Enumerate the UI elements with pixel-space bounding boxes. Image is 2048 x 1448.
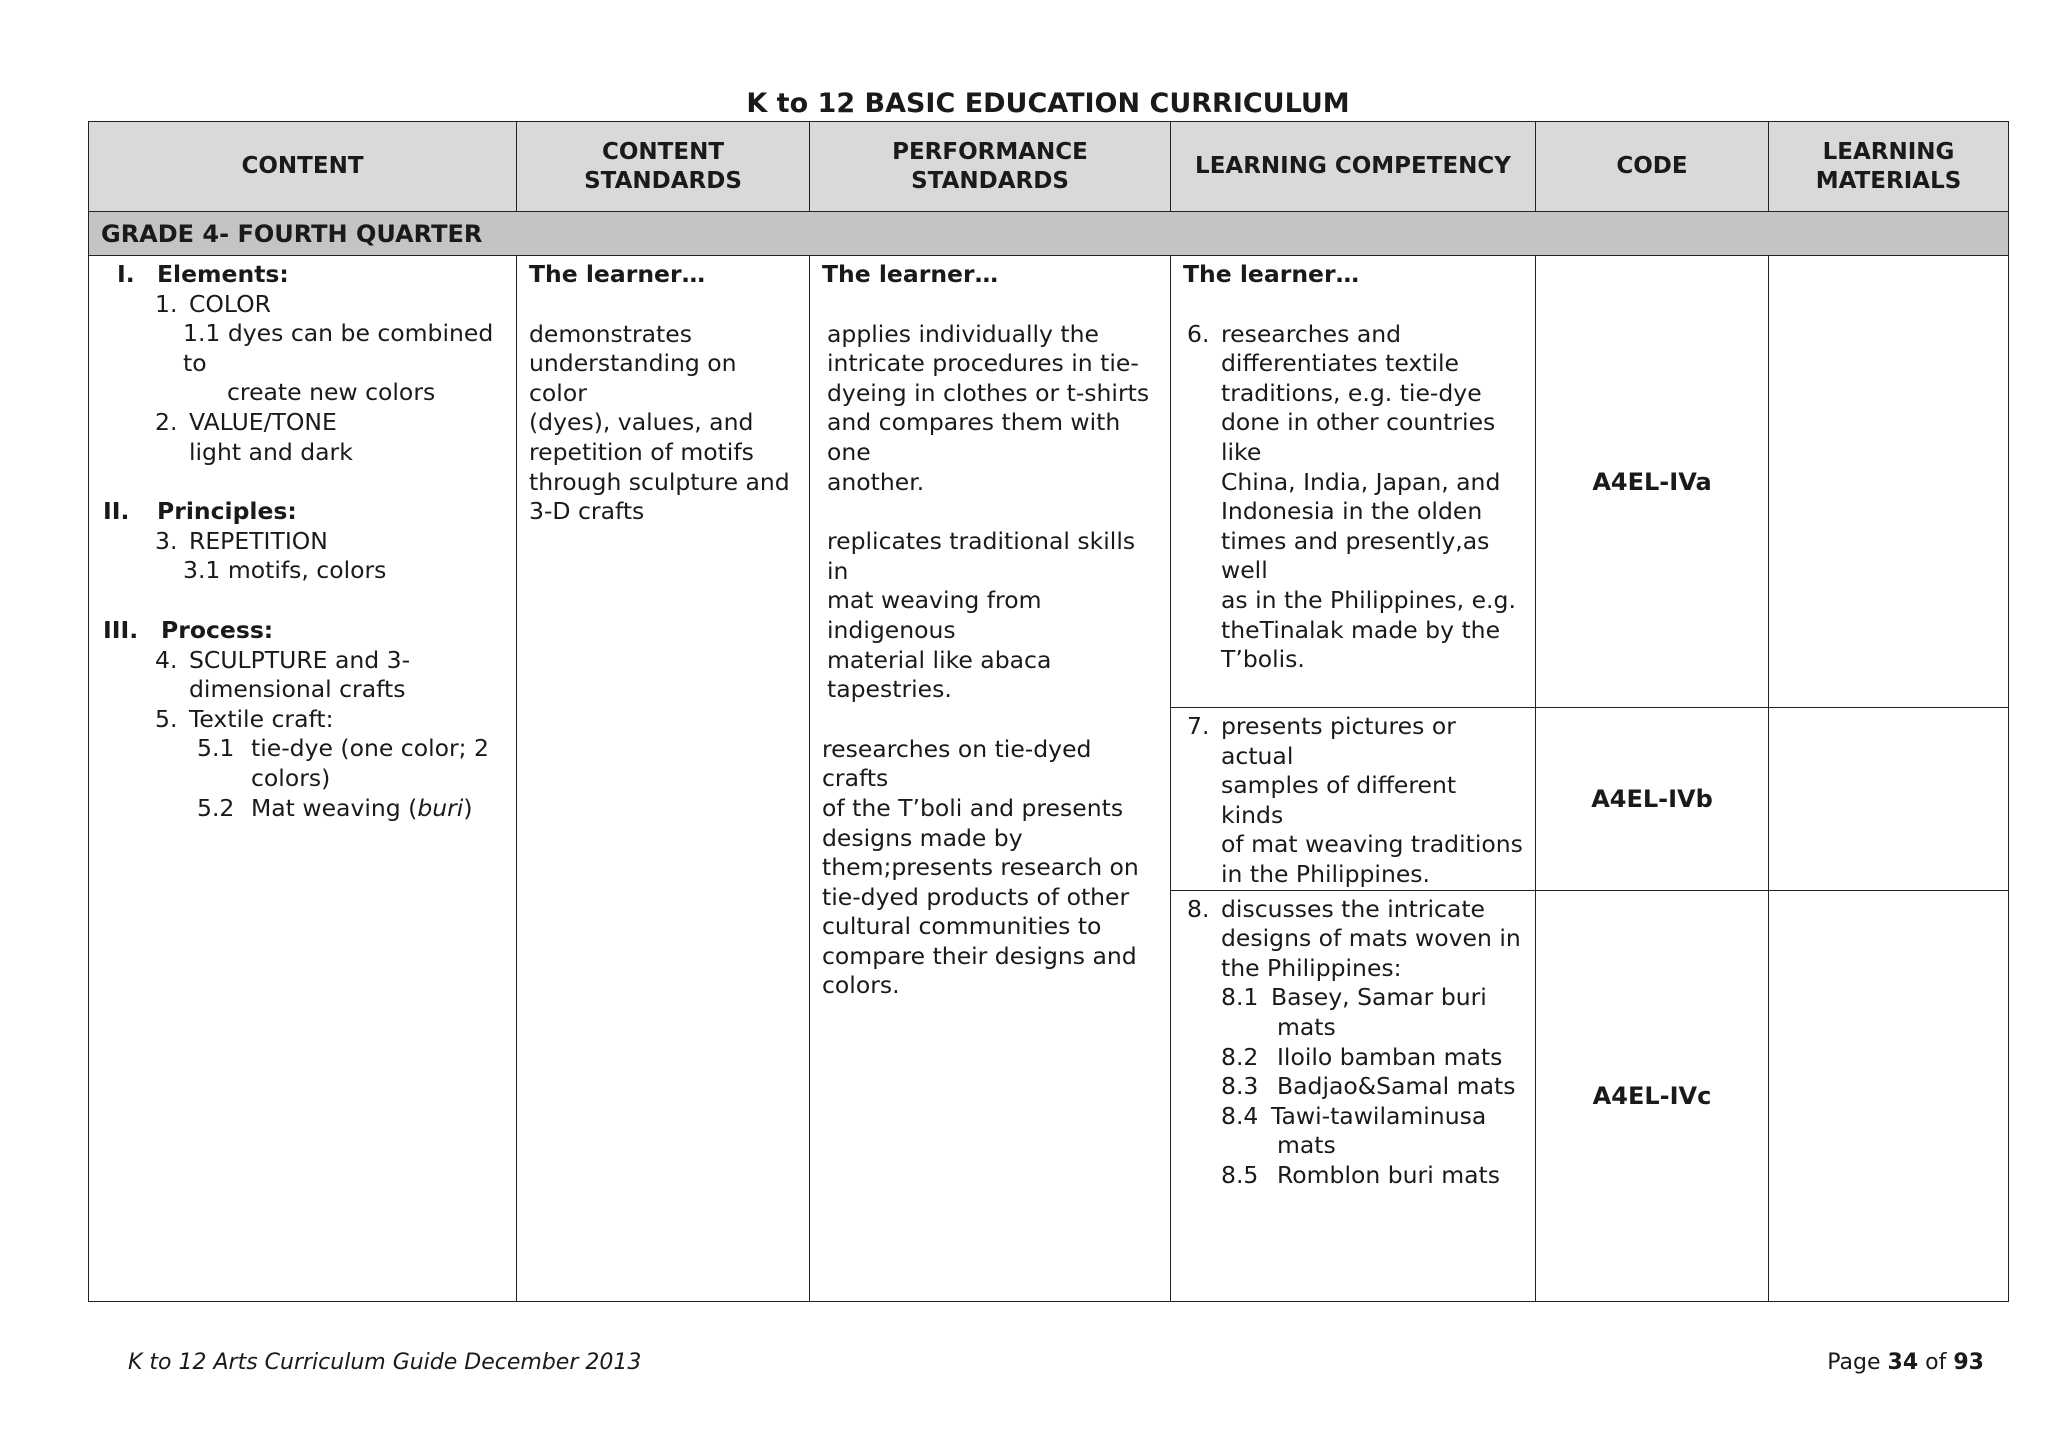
competency-6: 6. researches and differentiates textile traditions, e.g. tie-dye done in other countries like China, India, Japan, and Indonesia in the olden times and presently,as well as in the Philippines, e.g. theTinalak made by the T’bolis.	[1187, 319, 1516, 674]
content-standards-line: (dyes), values, and	[529, 408, 754, 437]
code-c8: A4EL-IVc	[1536, 890, 1769, 1301]
content-cell	[89, 256, 517, 1302]
content-light-dark: light and dark	[189, 437, 353, 466]
competency-7: 7. presents pictures or actual samples of different kinds of mat weaving traditions in the Philippines.	[1187, 712, 1523, 888]
competency-8-cell	[1171, 890, 1536, 1301]
content-principles: II. Principles:	[103, 497, 297, 526]
footer-page-number: Page 34 of 93	[1827, 1350, 1984, 1375]
performance-standard-3: researches on tie-dyed crafts of the T’boli and presents designs made by them;presents research on tie-dyed products of other cultural communities to compare their designs and colors.	[822, 734, 1139, 1000]
code-c7: A4EL-IVb	[1536, 708, 1769, 891]
performance-standards-cell	[810, 256, 1171, 1302]
header-content: CONTENT	[89, 122, 517, 212]
competency-8-3: 8.3 Badjao&Samal mats	[1221, 1072, 1516, 1101]
header-learning-materials: LEARNING MATERIALS	[1769, 122, 2009, 212]
header-row	[89, 122, 2009, 212]
content-sculpture-cont: dimensional crafts	[189, 675, 406, 704]
content-elements: I. Elements:	[117, 260, 289, 288]
competency-intro: The learner…	[1183, 260, 1360, 288]
content-mat-weaving: 5.2 Mat weaving (buri)	[197, 793, 473, 822]
header-code: CODE	[1536, 122, 1769, 212]
header-performance-standards: PERFORMANCE STANDARDS	[810, 122, 1171, 212]
table-row	[89, 256, 2009, 708]
content-standards-cell	[517, 256, 810, 1302]
content-standards-line: through sculpture and	[529, 467, 790, 496]
content-process: III. Process:	[103, 615, 274, 644]
competency-8-2: 8.2 Iloilo bamban mats	[1221, 1042, 1503, 1071]
competency-8: 8. discusses the intricate designs of mats woven in the Philippines: 8.1 Basey, Samar buri mats 8.2 Iloilo bamban mats 8.3 Badjao&Samal mats 8.4 Tawi-tawilaminusa mats 8.5 Romblon buri mats	[1183, 895, 1525, 1191]
content-dyes-cont: create new colors	[227, 378, 436, 407]
curriculum-table	[88, 121, 2009, 1302]
content-standards-intro: The learner…	[529, 260, 706, 288]
learning-materials-c6	[1769, 256, 2009, 708]
content-standards-line: understanding on color	[529, 349, 737, 407]
content-standards-line: repetition of motifs	[529, 437, 754, 466]
header-learning-competency: LEARNING COMPETENCY	[1171, 122, 1536, 212]
competency-8-5: 8.5 Romblon buri mats	[1221, 1160, 1500, 1189]
quarter-label: GRADE 4- FOURTH QUARTER	[89, 212, 2009, 256]
content-sculpture: 4. SCULPTURE and 3-	[155, 645, 411, 674]
content-standards-line: demonstrates	[529, 319, 692, 348]
content-tiedye-cont: colors)	[251, 763, 331, 792]
performance-standard-2: replicates traditional skills in mat weaving from indigenous material like abaca tapestries.	[827, 527, 1136, 704]
competency-6-cell	[1171, 256, 1536, 708]
competency-8-4: 8.4 Tawi-tawilaminusa mats	[1221, 1101, 1487, 1160]
competency-8-1: 8.1 Basey, Samar buri mats	[1221, 983, 1487, 1041]
quarter-row	[89, 212, 2009, 256]
content-standards-line: 3-D crafts	[529, 497, 645, 526]
performance-standards-intro: The learner…	[822, 260, 999, 288]
content-motifs: 3.1 motifs, colors	[183, 556, 387, 585]
competency-7-cell	[1171, 708, 1536, 891]
content-textile: 5. Textile craft:	[155, 704, 334, 733]
footer-guide-title: K to 12 Arts Curriculum Guide December 2013	[128, 1350, 642, 1375]
content-tiedye: 5.1 tie-dye (one color; 2	[197, 734, 490, 763]
content-value: 2. VALUE/TONE	[155, 407, 337, 436]
code-c6: A4EL-IVa	[1536, 256, 1769, 708]
content-color: 1. COLOR	[155, 289, 271, 318]
performance-standard-1: applies individually the intricate procedures in tie- dyeing in clothes or t-shirts and compares them with one another.	[827, 319, 1150, 496]
learning-materials-c8	[1769, 890, 2009, 1301]
learning-materials-c7	[1769, 708, 2009, 891]
content-dyes: 1.1 dyes can be combined to	[183, 319, 494, 377]
header-content-standards: CONTENT STANDARDS	[517, 122, 810, 212]
document-title: K to 12 BASIC EDUCATION CURRICULUM	[746, 88, 1350, 119]
content-repetition: 3. REPETITION	[155, 526, 328, 555]
